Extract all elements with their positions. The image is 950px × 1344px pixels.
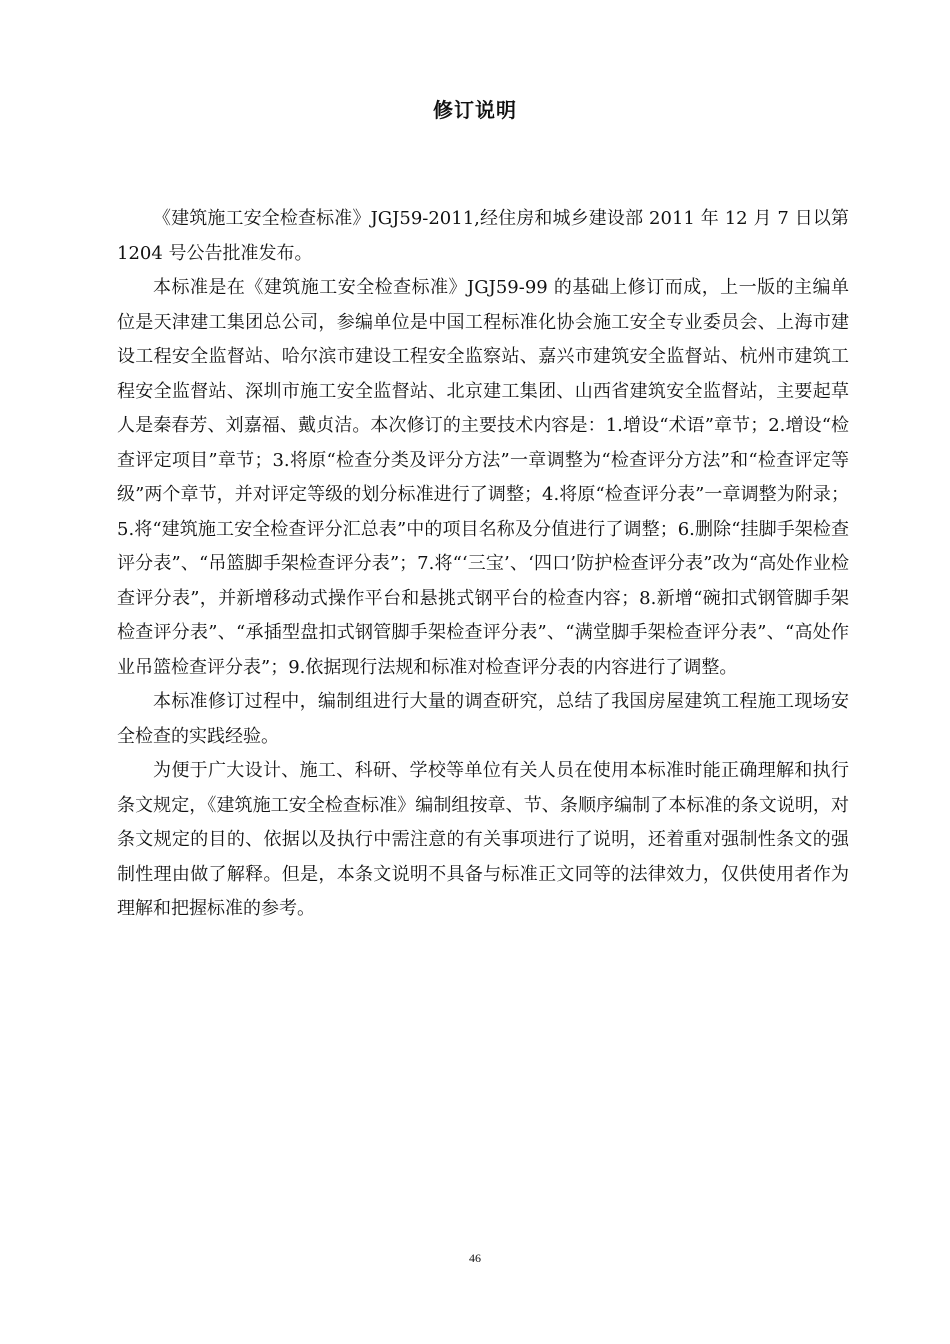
paragraph-revision-content: 本标准是在《建筑施工安全检查标准》JGJ59-99 的基础上修订而成，上一版的主编单位是天津建工集团总公司，参编单位是中国工程标准化协会施工安全专业委员会、上海市建设工程安全监督站、哈尔滨市建设工程安全监察站、嘉兴市建筑安全监督站、杭州市建筑工程安全监督站、深圳市施工安全监督站、北京建工集团、山西省建筑安全监督站，主要起草人是秦春芳、刘嘉福、戴贞洁。本次修订的主要技术内容是：1.增设“术语”章节；2.增设“检查评定项目”章节；3.将原“检查分类及评分方法”一章调整为“检查评分方法”和“检查评定等级”两个章节，并对评定等级的划分标准进行了调整；4.将原“检查评分表”一章调整为附录；5.将“建筑施工安全检查评分汇总表”中的项目名称及分值进行了调整；6.删除“挂脚手架检查评分表”、“吊篮脚手架检查评分表”；7.将“‘三宝’、‘四口’防护检查评分表”改为“高处作业检查评分表”，并新增移动式操作平台和悬挑式钢平台的检查内容；8.新增“碗扣式钢管脚手架检查评分表”、“承插型盘扣式钢管脚手架检查评分表”、“满堂脚手架检查评分表”、“高处作业吊篮检查评分表”；9.依据现行法规和标准对检查评分表的内容进行了调整。 [117, 277, 849, 678]
paragraph-approval: 《建筑施工安全检查标准》JGJ59-2011,经住房和城乡建设部 2011 年 12 月 7 日以第 1204 号公告批准发布。 [117, 208, 849, 264]
page-number: 46 [469, 1251, 481, 1265]
paragraph-revision-process: 本标准修订过程中，编制组进行大量的调查研究，总结了我国房屋建筑工程施工现场安全检查的实践经验。 [117, 691, 849, 747]
page-title: 修订说明 [433, 98, 517, 122]
paragraph-explanation-purpose: 为便于广大设计、施工、科研、学校等单位有关人员在使用本标准时能正确理解和执行条文规定，《建筑施工安全检查标准》编制组按章、节、条顺序编制了本标准的条文说明，对条文规定的目的、依据以及执行中需注意的有关事项进行了说明，还着重对强制性条文的强制性理由做了解释。但是，本条文说明不具备与标准正文同等的法律效力，仅供使用者作为理解和把握标准的参考。 [117, 760, 849, 919]
document-body [117, 202, 849, 927]
